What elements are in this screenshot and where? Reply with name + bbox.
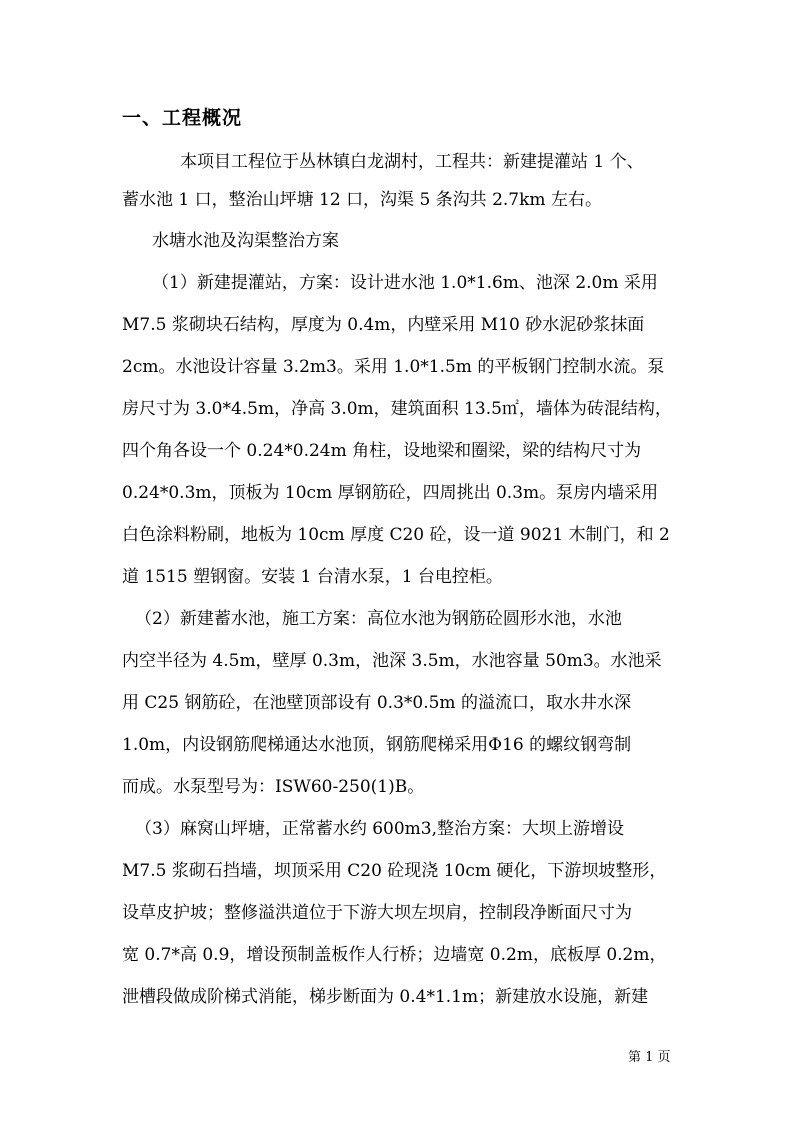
paragraph-line: 2cm。水池设计容量 3.2m3。采用 1.0*1.5m 的平板钢门控制水流。泵 — [122, 357, 665, 377]
paragraph-line: M7.5 浆砌块石结构，厚度为 0.4m，内壁采用 M10 砂水泥砂浆抹面 — [122, 315, 645, 335]
paragraph-line: 房尺寸为 3.0*4.5m，净高 3.0m，建筑面积 13.5㎡，墙体为砖混结构， — [122, 399, 672, 419]
section-heading: 一、工程概况 — [122, 107, 243, 129]
paragraph-line: 白色涂料粉刷，地板为 10cm 厚度 C20 砼，设一道 9021 木制门，和 2 — [122, 525, 670, 545]
paragraph-line: （1）新建提灌站，方案：设计进水池 1.0*1.6m、池深 2.0m 采用 — [152, 273, 658, 293]
paragraph-line: 用 C25 钢筋砼，在池壁顶部设有 0.3*0.5m 的溢流口，取水井水深 — [122, 693, 631, 713]
paragraph-line: 而成。水泵型号为：ISW60-250(1)B。 — [122, 777, 425, 797]
paragraph-line: （3）麻窝山坪塘，正常蓄水约 600m3,整治方案：大坝上游增设 — [135, 819, 625, 839]
paragraph-line: 宽 0.7*高 0.9，增设预制盖板作人行桥；边墙宽 0.2m，底板厚 0.2m， — [122, 945, 667, 965]
paragraph-line: M7.5 浆砌石挡墙，坝顶采用 C20 砼现浇 10cm 硬化，下游坝坡整形， — [122, 861, 667, 881]
page-number: 第 1 页 — [628, 1050, 671, 1065]
paragraph-line: 水塘水池及沟渠整治方案 — [152, 231, 339, 251]
paragraph-line: 本项目工程位于丛林镇白龙湖村，工程共：新建提灌站 1 个、 — [180, 152, 644, 172]
paragraph-line: 0.24*0.3m，顶板为 10cm 厚钢筋砼，四周挑出 0.3m。泵房内墙采用 — [122, 483, 659, 503]
paragraph-line: 内空半径为 4.5m，壁厚 0.3m，池深 3.5m，水池容量 50m3。水池采 — [122, 651, 662, 671]
paragraph-line: （2）新建蓄水池，施工方案：高位水池为钢筋砼圆形水池，水池 — [135, 609, 622, 629]
paragraph-line: 泄槽段做成阶梯式消能，梯步断面为 0.4*1.1m；新建放水设施，新建 — [122, 987, 649, 1007]
paragraph-line: 蓄水池 1 口，整治山坪塘 12 口，沟渠 5 条沟共 2.7km 左右。 — [122, 190, 602, 210]
paragraph-line: 道 1515 塑钢窗。安装 1 台清水泵，1 台电控柜。 — [122, 567, 503, 587]
paragraph-line: 1.0m，内设钢筋爬梯通达水池顶，钢筋爬梯采用Φ16 的螺纹钢弯制 — [122, 735, 632, 755]
paragraph-line: 设草皮护坡；整修溢洪道位于下游大坝左坝肩，控制段净断面尺寸为 — [122, 903, 632, 923]
paragraph-line: 四个角各设一个 0.24*0.24m 角柱，设地梁和圈梁，梁的结构尺寸为 — [122, 441, 642, 461]
